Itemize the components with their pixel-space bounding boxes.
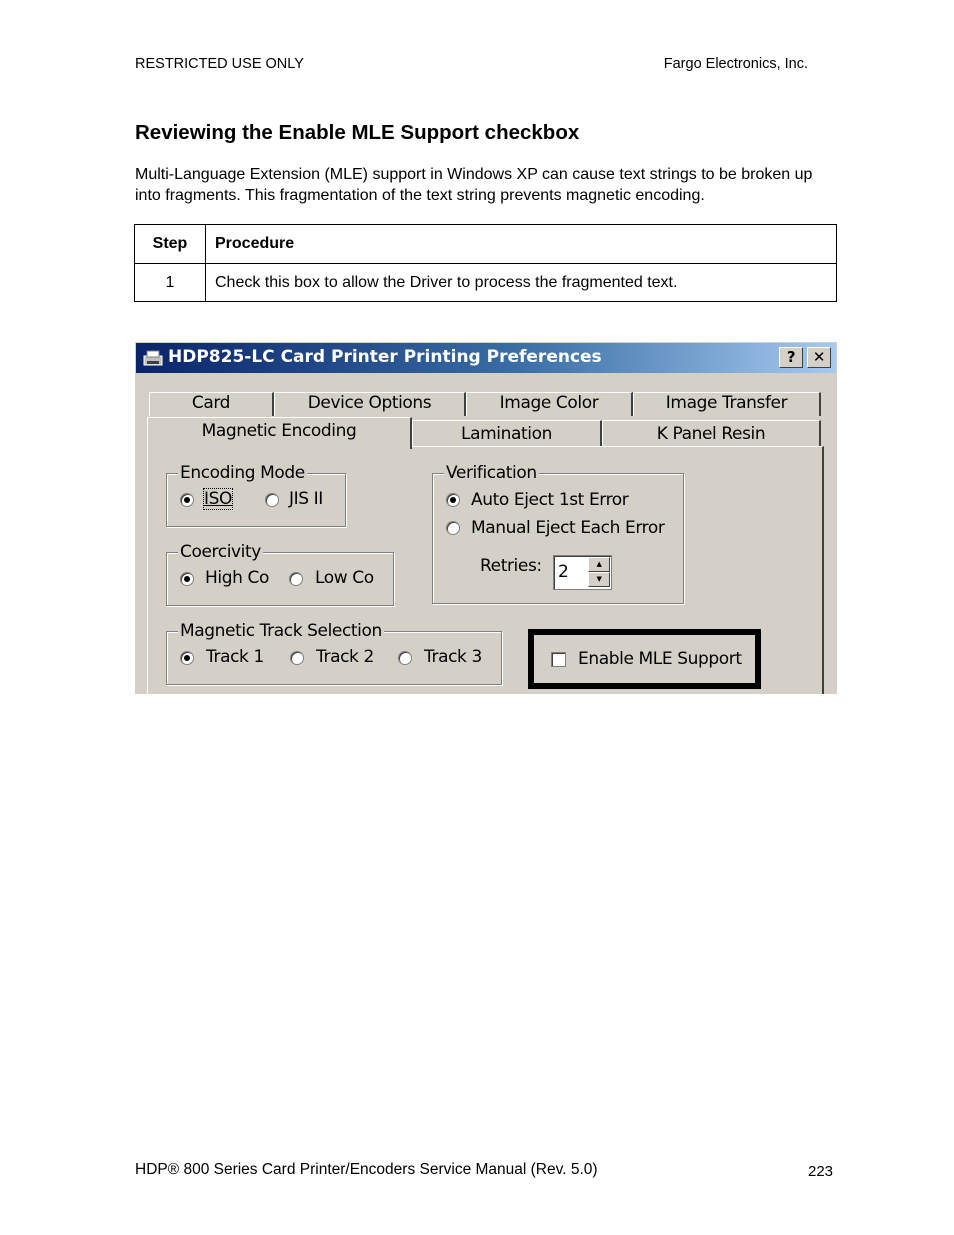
- table-header-row: [135, 225, 837, 264]
- section-title: Reviewing the Enable MLE Support checkbox: [135, 121, 580, 144]
- tab-image-color[interactable]: [466, 392, 633, 416]
- dialog-titlebar: [136, 343, 836, 373]
- track-2-label[interactable]: Track 2: [316, 647, 374, 667]
- enable-mle-label[interactable]: Enable MLE Support: [578, 649, 742, 669]
- page-number: 223: [808, 1163, 834, 1180]
- table-row: [135, 264, 837, 302]
- dialog-title: HDP825-LC Card Printer Printing Preferences: [168, 347, 602, 367]
- enable-mle-checkbox[interactable]: [551, 652, 566, 667]
- tab-magnetic-encoding[interactable]: [147, 417, 412, 449]
- tab-k-panel-resin[interactable]: [602, 420, 821, 446]
- track-1-radio[interactable]: [180, 651, 194, 665]
- close-button[interactable]: ✕: [807, 347, 831, 368]
- tab-image-color-label: Image Color: [499, 393, 599, 413]
- header-step: Step: [135, 225, 206, 264]
- procedure-table: [134, 224, 837, 302]
- row-step: 1: [135, 264, 206, 302]
- tab-lamination-label: Lamination: [461, 424, 552, 444]
- auto-eject-label[interactable]: Auto Eject 1st Error: [471, 490, 629, 510]
- manual-eject-radio[interactable]: [446, 521, 460, 535]
- printing-preferences-dialog: [135, 342, 837, 694]
- track-1-label[interactable]: Track 1: [206, 647, 264, 667]
- help-button[interactable]: ?: [779, 347, 803, 368]
- retries-stepper[interactable]: [553, 555, 612, 590]
- track-2-radio[interactable]: [290, 651, 304, 665]
- header-procedure: Procedure: [206, 225, 837, 264]
- high-co-radio[interactable]: [180, 572, 194, 586]
- jis-radio[interactable]: [265, 493, 279, 507]
- tab-lamination[interactable]: [412, 420, 602, 446]
- auto-eject-radio[interactable]: [446, 493, 460, 507]
- track-3-label[interactable]: Track 3: [424, 647, 482, 667]
- header-right: Fargo Electronics, Inc.: [663, 56, 808, 72]
- spin-up-icon[interactable]: ▲: [588, 557, 610, 572]
- manual-eject-label[interactable]: Manual Eject Each Error: [471, 518, 665, 538]
- intro-paragraph: Multi-Language Extension (MLE) support in Windows XP can cause text strings to be broken up into fragments. This fragmentation of the text string prevents magnetic encoding.: [135, 166, 813, 204]
- row-procedure: Check this box to allow the Driver to process the fragmented text.: [206, 264, 837, 302]
- iso-label[interactable]: ISO: [204, 489, 232, 509]
- jis-label[interactable]: JIS II: [289, 489, 323, 509]
- track-3-radio[interactable]: [398, 651, 412, 665]
- tab-k-panel-resin-label: K Panel Resin: [656, 424, 766, 444]
- iso-radio[interactable]: [180, 493, 194, 507]
- tab-magnetic-encoding-label: Magnetic Encoding: [201, 421, 357, 441]
- tab-image-transfer-label: Image Transfer: [665, 393, 788, 413]
- coercivity-legend: Coercivity: [180, 542, 261, 562]
- footer-manual-title: HDP® 800 Series Card Printer/Encoders Service Manual (Rev. 5.0): [135, 1161, 598, 1178]
- retries-label: Retries:: [480, 556, 542, 576]
- encoding-mode-legend: Encoding Mode: [180, 463, 305, 483]
- header-left: RESTRICTED USE ONLY: [135, 56, 304, 72]
- high-co-label[interactable]: High Co: [205, 568, 269, 588]
- low-co-label[interactable]: Low Co: [315, 568, 374, 588]
- printer-icon: [141, 348, 165, 368]
- tab-device-options[interactable]: [274, 392, 466, 416]
- tab-image-transfer[interactable]: [633, 392, 821, 416]
- tab-device-options-label: Device Options: [307, 393, 432, 413]
- spin-down-icon[interactable]: ▼: [588, 572, 610, 587]
- tab-card-label: Card: [191, 393, 231, 413]
- verification-legend: Verification: [446, 463, 537, 483]
- tab-card[interactable]: [149, 392, 274, 416]
- retries-value[interactable]: 2: [558, 562, 569, 582]
- low-co-radio[interactable]: [289, 572, 303, 586]
- track-selection-legend: Magnetic Track Selection: [180, 621, 382, 641]
